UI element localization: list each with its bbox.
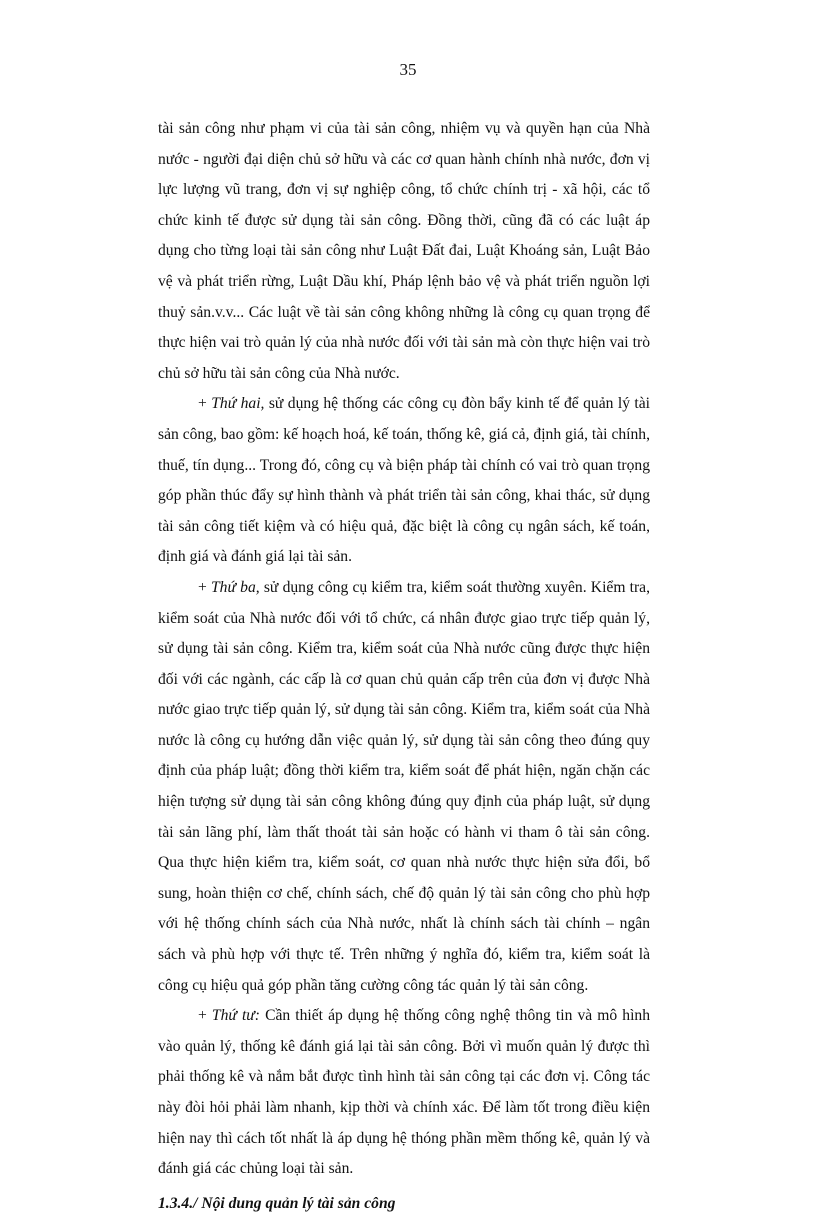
page-number: 35 xyxy=(399,60,417,79)
paragraph-continuation xyxy=(158,114,650,389)
bullet-prefix: + xyxy=(198,395,212,413)
paragraph-text: tài sản công như phạm vi của tài sản công, nhiệm vụ và quyền hạn của Nhà nước - người đại diện chủ sở hữu và các cơ quan hành chính nhà nước, đơn vị lực lượng vũ trang, đơn vị sự nghiệp công, tổ chức chính trị - xã hội, các tổ chức kinh tế được sử dụng tài sản công. Đồng thời, cũng đã có các luật áp dụng cho từng loại tài sản công như Luật Đất đai, Luật Khoáng sản, Luật Bảo vệ và phát triển rừng, Luật Dầu khí, Pháp lệnh bảo vệ và phát triển nguồn lợi thuỷ sản.v.v... Các luật về tài sản công không những là công cụ quan trọng để thực hiện vai trò quản lý của nhà nước đối với tài sản mà còn thực hiện vai trò chủ sở hữu tài sản công của Nhà nước. xyxy=(158,120,650,382)
paragraph-thu-hai xyxy=(158,389,650,573)
paragraph-thu-tu xyxy=(158,1001,650,1185)
section-heading: 1.3.4./ Nội dung quản lý tài sản công xyxy=(158,1194,396,1212)
bullet-prefix: + xyxy=(198,578,211,596)
paragraph-thu-ba xyxy=(158,573,650,1001)
bullet-prefix: + xyxy=(198,1007,212,1025)
paragraph-text: sử dụng hệ thống các công cụ đòn bẩy kinh tế để quản lý tài sản công, bao gồm: kế hoạch hoá, kế toán, thống kê, giá cả, định giá, tài chính, thuế, tín dụng... Trong đó, công cụ và biện pháp tài chính có vai trò quan trọng góp phần thúc đẩy sự hình thành và phát triển tài sản công, khai thác, sử dụng tài sản công tiết kiệm và có hiệu quả, đặc biệt là công cụ ngân sách, kế toán, định giá và đánh giá lại tài sản. xyxy=(158,395,650,566)
paragraph-lead: Thứ ba, xyxy=(211,578,260,596)
document-body xyxy=(158,114,650,1219)
paragraph-lead: Thứ hai, xyxy=(211,395,265,413)
paragraph-text: sử dụng công cụ kiểm tra, kiểm soát thường xuyên. Kiểm tra, kiểm soát của Nhà nước đối với tổ chức, cá nhân được giao trực tiếp quản lý, sử dụng tài sản công. Kiểm tra, kiểm soát của Nhà nước cũng được thực hiện đối với các ngành, các cấp là cơ quan chủ quản cấp trên của đơn vị được Nhà nước giao trực tiếp quản lý, sử dụng tài sản công. Kiểm tra, kiểm soát của Nhà nước là công cụ hướng dẫn việc quản lý, sử dụng tài sản công theo đúng quy định của pháp luật; đồng thời kiểm tra, kiểm soát để phát hiện, ngăn chặn các hiện tượng sử dụng tài sản công không đúng quy định của pháp luật, sử dụng tài sản lãng phí, làm thất thoát tài sản hoặc có hành vi tham ô tài sản công. Qua thực hiện kiểm tra, kiểm soát, cơ quan nhà nước thực hiện sửa đổi, bổ sung, hoàn thiện cơ chế, chính sách, chế độ quản lý tài sản công cho phù hợp với hệ thống chính sách của Nhà nước, nhất là chính sách tài chính – ngân sách và phù hợp với thực tế. Trên những ý nghĩa đó, kiểm tra, kiểm soát là công cụ hiệu quả góp phần tăng cường công tác quản lý tài sản công. xyxy=(158,578,650,994)
paragraph-text: Cần thiết áp dụng hệ thống công nghệ thông tin và mô hình vào quản lý, thống kê đánh giá lại tài sản công. Bởi vì muốn quản lý được thì phải thống kê và nắm bắt được tình hình tài sản công tại các đơn vị. Công tác này đòi hỏi phải làm nhanh, kịp thời và chính xác. Để làm tốt trong điều kiện hiện nay thì cách tốt nhất là áp dụng hệ thóng phần mềm thống kê, quản lý và đánh giá các chủng loại tài sản. xyxy=(158,1007,650,1178)
paragraph-lead: Thứ tư: xyxy=(211,1007,260,1025)
